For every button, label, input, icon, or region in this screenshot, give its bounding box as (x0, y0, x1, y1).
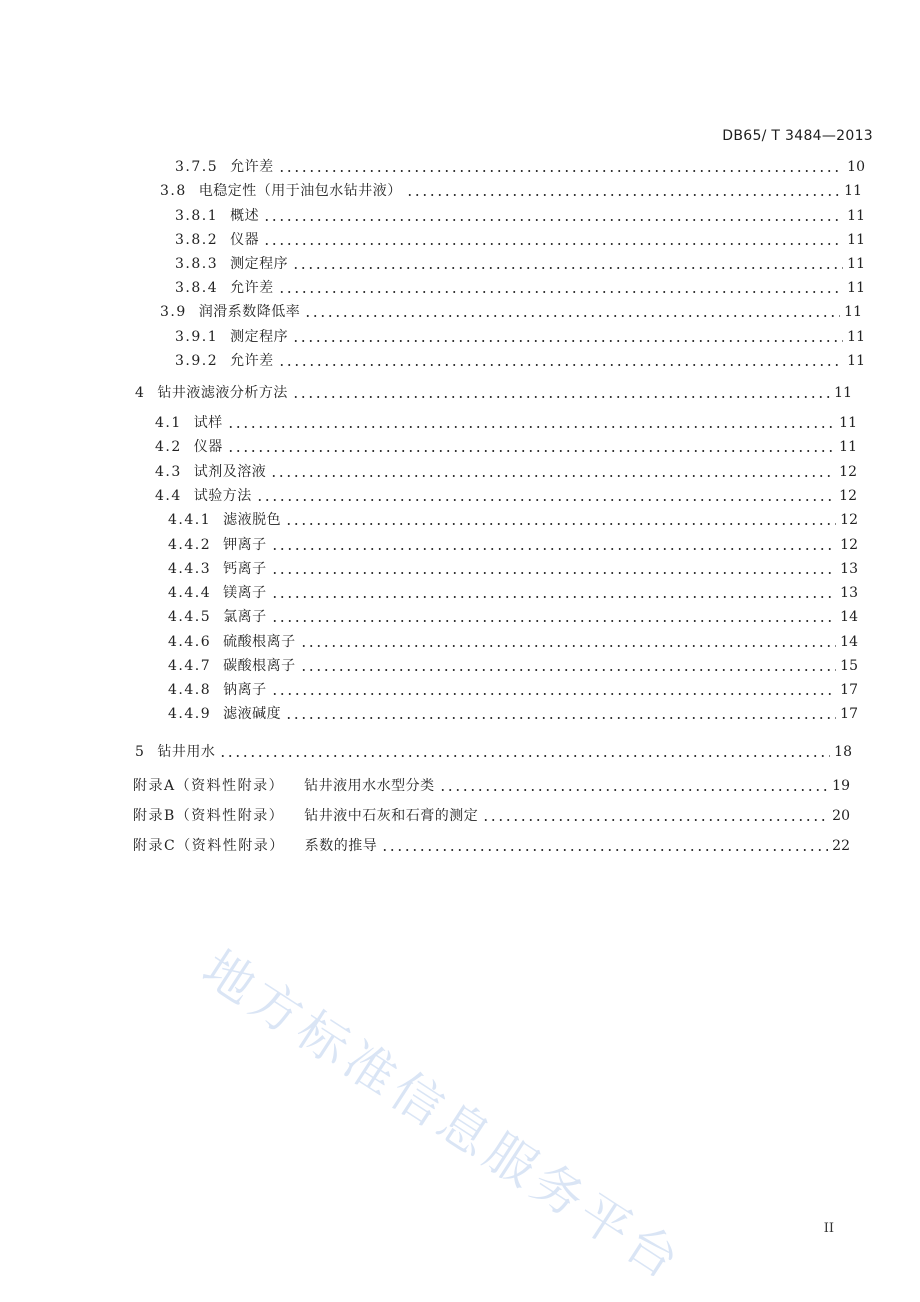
toc-entry-title: 滤液碱度 (223, 706, 282, 722)
toc-entry-title: 钙离子 (223, 561, 267, 577)
toc-entry-page: 11 (839, 415, 857, 431)
toc-entry[interactable] (155, 410, 857, 432)
toc-entry-number: 3.7.5 (175, 159, 219, 175)
toc-entry-number: 4.3 (155, 464, 182, 480)
dot-leader (292, 267, 843, 269)
toc-entry-page: 11 (844, 183, 862, 199)
toc-entry-number: 3.8.4 (175, 280, 219, 296)
toc-entry[interactable] (175, 251, 865, 273)
dot-leader (271, 548, 836, 550)
toc-entry[interactable] (175, 227, 865, 249)
toc-entry-number: 4.4.3 (168, 561, 212, 577)
toc-entry-page: 11 (847, 280, 865, 296)
toc-entry[interactable] (133, 803, 850, 825)
toc-entry-number: 4.4.5 (168, 609, 212, 625)
toc-entry-page: 12 (839, 464, 857, 480)
toc-entry-number: 3.8 (160, 183, 187, 199)
toc-entry-number: 4.4.6 (168, 634, 212, 650)
toc-entry[interactable] (155, 434, 857, 456)
toc-entry-number: 4.4.2 (168, 537, 212, 553)
toc-entry-page: 12 (840, 512, 858, 528)
toc-entry-number: 附录C（资料性附录） (133, 838, 285, 854)
dot-leader (270, 475, 835, 477)
toc-entry-page: 17 (840, 682, 858, 698)
page-number: II (823, 1221, 834, 1236)
toc-entry-page: 11 (847, 353, 865, 369)
toc-entry-title: 硫酸根离子 (223, 634, 296, 650)
toc-entry-title: 钻井用水 (157, 744, 216, 760)
toc-entry-title: 钻井液滤液分析方法 (157, 385, 288, 401)
toc-entry[interactable] (168, 653, 858, 675)
toc-entry-page: 11 (847, 208, 865, 224)
dot-leader (278, 364, 843, 366)
toc-entry-title: 滤液脱色 (223, 512, 282, 528)
toc-entry-title: 允许差 (230, 159, 274, 175)
toc-entry-page: 10 (847, 159, 865, 175)
toc-entry-title: 钻井液中石灰和石膏的测定 (304, 808, 479, 824)
toc-entry[interactable] (175, 324, 865, 346)
toc-entry[interactable] (135, 380, 852, 402)
toc-entry-number: 3.9.1 (175, 329, 219, 345)
dot-leader (292, 340, 843, 342)
toc-entry-number: 5 (135, 744, 146, 760)
toc-entry-title: 测定程序 (230, 329, 289, 345)
toc-entry-number: 3.9.2 (175, 353, 219, 369)
toc-entry[interactable] (175, 203, 865, 225)
toc-entry-page: 11 (839, 439, 857, 455)
toc-entry-page: 12 (839, 488, 857, 504)
toc-entry[interactable] (168, 701, 858, 723)
dot-leader (271, 693, 836, 695)
dot-leader (285, 523, 836, 525)
toc-entry-number: 附录B（资料性附录） (133, 808, 285, 824)
toc-entry-title: 钠离子 (223, 682, 267, 698)
dot-leader (278, 291, 843, 293)
toc-entry-title: 允许差 (230, 280, 274, 296)
toc-entry[interactable] (175, 154, 865, 176)
toc-entry[interactable] (168, 532, 858, 554)
toc-entry-page: 20 (832, 808, 850, 824)
toc-entry-number: 4 (135, 385, 146, 401)
toc-entry-title: 仪器 (193, 439, 223, 455)
toc-entry-page: 13 (840, 585, 858, 601)
dot-leader (256, 499, 835, 501)
page-header: DB65/ T 3484—2013 (722, 128, 873, 144)
toc-entry-title: 钻井液用水水型分类 (304, 778, 435, 794)
toc-entry[interactable] (168, 556, 858, 578)
toc-entry-page: 13 (840, 561, 858, 577)
toc-entry-page: 12 (840, 537, 858, 553)
toc-entry-number: 4.2 (155, 439, 182, 455)
toc-entry[interactable] (168, 507, 858, 529)
toc-entry-page: 15 (840, 658, 858, 674)
dot-leader (300, 645, 836, 647)
toc-entry-number: 3.8.2 (175, 232, 219, 248)
toc-entry-page: 17 (840, 706, 858, 722)
toc-entry[interactable] (133, 833, 850, 855)
toc-entry-number: 4.4.9 (168, 706, 212, 722)
toc-entry-number: 4.4.8 (168, 682, 212, 698)
dot-leader (292, 396, 830, 398)
toc-entry-title: 测定程序 (230, 256, 289, 272)
toc-entry-page: 11 (847, 232, 865, 248)
toc-entry-page: 22 (832, 838, 850, 854)
toc-entry[interactable] (155, 459, 857, 481)
toc-entry-title: 概述 (230, 208, 260, 224)
dot-leader (439, 789, 828, 791)
dot-leader (406, 194, 840, 196)
dot-leader (278, 170, 843, 172)
toc-entry-page: 11 (847, 329, 865, 345)
toc-entry-number: 3.8.1 (175, 208, 219, 224)
toc-entry-title: 仪器 (230, 232, 260, 248)
toc-entry-number: 附录A（资料性附录） (133, 778, 285, 794)
dot-leader (263, 219, 843, 221)
dot-leader (285, 717, 836, 719)
toc-entry-page: 11 (834, 385, 852, 401)
toc-entry-number: 4.4.7 (168, 658, 212, 674)
toc-entry-page: 18 (834, 744, 852, 760)
toc-entry[interactable] (133, 773, 850, 795)
toc-entry-number: 3.9 (160, 304, 187, 320)
toc-entry-page: 14 (840, 609, 858, 625)
toc-entry-number: 3.8.3 (175, 256, 219, 272)
toc-entry-title: 润滑系数降低率 (198, 304, 301, 320)
dot-leader (300, 669, 836, 671)
dot-leader (271, 596, 836, 598)
dot-leader (271, 620, 836, 622)
toc-entry-number: 4.1 (155, 415, 182, 431)
toc-entry-title: 试剂及溶液 (193, 464, 267, 480)
toc-entry[interactable] (168, 677, 858, 699)
toc-entry-number: 4.4.4 (168, 585, 212, 601)
toc-entry-number: 4.4.1 (168, 512, 212, 528)
toc-entry[interactable] (175, 275, 865, 297)
toc-entry-title: 允许差 (230, 353, 274, 369)
toc-entry-page: 11 (844, 304, 862, 320)
toc-entry-title: 电稳定性（用于油包水钻井液） (198, 183, 402, 199)
toc-entry[interactable] (175, 348, 865, 370)
toc-entry-title: 试样 (193, 415, 223, 431)
dot-leader (271, 572, 836, 574)
dot-leader (263, 243, 843, 245)
toc-entry[interactable] (160, 299, 862, 321)
toc-entry[interactable] (155, 483, 857, 505)
dot-leader (227, 426, 835, 428)
toc-entry-title: 氯离子 (223, 609, 267, 625)
toc-entry[interactable] (135, 739, 852, 761)
dot-leader (227, 450, 835, 452)
toc-entry-title: 钾离子 (223, 537, 267, 553)
toc-entry-title: 系数的推导 (304, 838, 378, 854)
table-of-contents (0, 154, 920, 874)
toc-entry-page: 11 (847, 256, 865, 272)
watermark: 地方标准信息服务平台 (192, 939, 694, 1293)
toc-entry[interactable] (168, 604, 858, 626)
dot-leader (219, 755, 830, 757)
toc-entry-title: 碳酸根离子 (223, 658, 296, 674)
toc-entry[interactable] (168, 580, 858, 602)
toc-entry-page: 19 (832, 778, 850, 794)
toc-entry[interactable] (168, 629, 858, 651)
toc-entry-title: 镁离子 (223, 585, 267, 601)
toc-entry[interactable] (160, 178, 862, 200)
toc-entry-title: 试验方法 (193, 488, 252, 504)
dot-leader (381, 849, 828, 851)
toc-entry-page: 14 (840, 634, 858, 650)
dot-leader (304, 315, 840, 317)
dot-leader (482, 819, 828, 821)
toc-entry-number: 4.4 (155, 488, 182, 504)
